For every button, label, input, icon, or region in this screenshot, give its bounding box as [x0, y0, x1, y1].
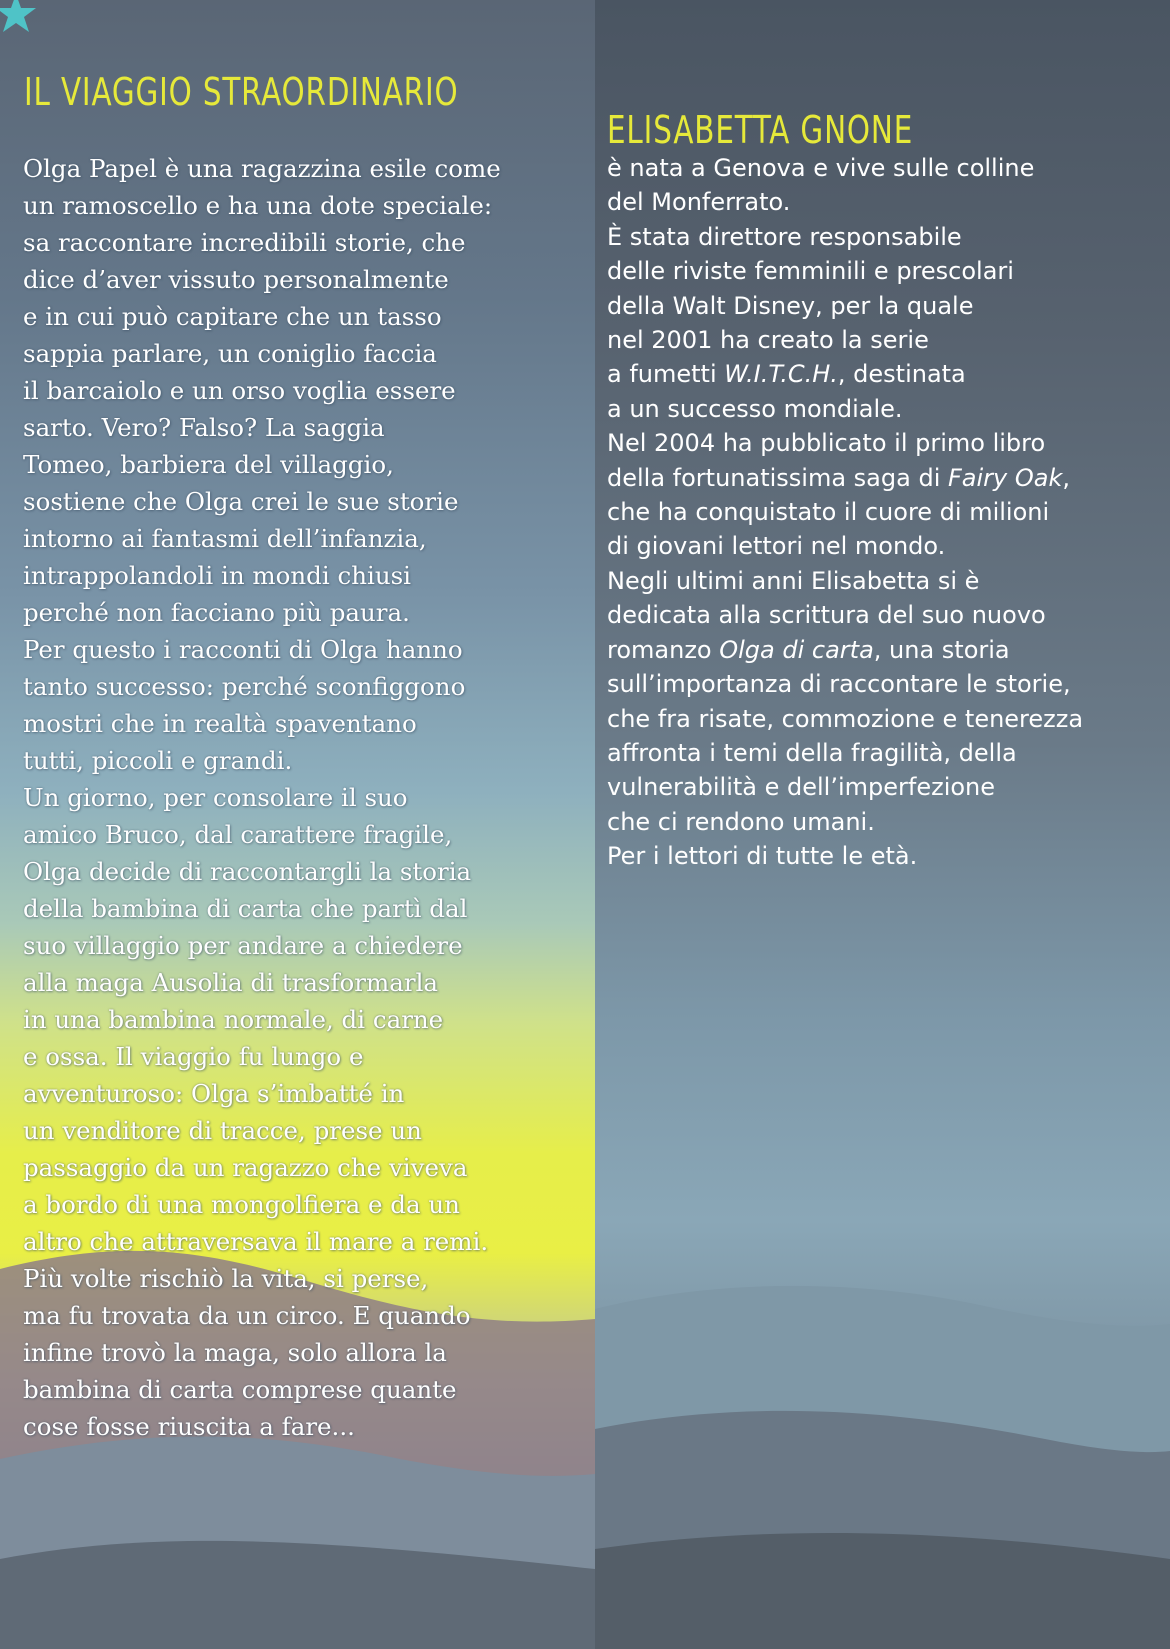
- blurb-line: ma fu trovata da un circo. E quando: [23, 1301, 471, 1330]
- blurb-line: Olga decide di raccontargli la storia: [23, 857, 472, 886]
- bio-text: romanzo: [607, 635, 720, 664]
- blurb-line: della bambina di carta che partì dal: [23, 894, 468, 923]
- bio-line: che fra risate, commozione e tenerezza: [607, 704, 1084, 733]
- bio-text: , una storia: [873, 635, 1010, 664]
- blurb-line: intorno ai fantasmi dell’infanzia,: [23, 524, 427, 553]
- blurb-line: in una bambina normale, di carne: [23, 1005, 444, 1034]
- bio-line: Per i lettori di tutte le età.: [607, 842, 918, 871]
- blurb-line: tanto successo: perché sconfiggono: [23, 672, 466, 701]
- blurb-line: perché non facciano più paura.: [23, 598, 410, 627]
- star-icon: [0, 0, 38, 36]
- blurb-line: Per questo i racconti di Olga hanno: [23, 635, 463, 664]
- bio-line: Nel 2004 ha pubblicato il primo libro: [607, 429, 1046, 458]
- bio-text: , destinata: [837, 360, 966, 389]
- blurb-line: il barcaiolo e un orso voglia essere: [23, 376, 456, 405]
- blurb-line: tutti, piccoli e grandi.: [23, 746, 293, 775]
- bio-line: delle riviste femminili e prescolari: [607, 257, 1014, 286]
- book-title-fairy-oak: Fairy Oak: [948, 463, 1063, 492]
- bio-line: [607, 633, 1167, 667]
- bio-text: a fumetti: [607, 360, 725, 389]
- bio-line: che ci rendono umani.: [607, 807, 875, 836]
- bio-line: è nata a Genova e vive sulle colline: [607, 154, 1035, 182]
- blurb-line: amico Bruco, dal carattere fragile,: [23, 820, 453, 849]
- blurb-line: e ossa. Il viaggio fu lungo e: [23, 1042, 364, 1071]
- book-title-heading: IL VIAGGIO STRAORDINARIO: [24, 70, 459, 114]
- blurb-line: sappia parlare, un coniglio faccia: [23, 339, 437, 368]
- bio-line: sull’importanza di raccontare le storie,: [607, 670, 1071, 699]
- blurb-line: bambina di carta comprese quante: [23, 1375, 457, 1404]
- blurb-line: infine trovò la maga, solo allora la: [23, 1338, 447, 1367]
- blurb-line: alla maga Ausolia di trasformarla: [23, 968, 439, 997]
- blurb-line: dice d’aver vissuto personalmente: [23, 265, 449, 294]
- blurb-line: passaggio da un ragazzo che viveva: [23, 1153, 468, 1182]
- blurb-line: un venditore di tracce, prese un: [23, 1116, 422, 1145]
- bio-line: nel 2001 ha creato la serie: [607, 326, 929, 355]
- bio-line: che ha conquistato il cuore di milioni: [607, 498, 1050, 527]
- bio-line: [607, 461, 1167, 495]
- author-bio: [607, 151, 1167, 874]
- blurb-line: sarto. Vero? Falso? La saggia: [23, 413, 385, 442]
- blurb-line: Tomeo, barbiera del villaggio,: [23, 450, 394, 479]
- blurb-line: sostiene che Olga crei le sue storie: [23, 487, 459, 516]
- right-hills-illustration: [595, 1129, 1170, 1649]
- blurb-line: sa raccontare incredibili storie, che: [23, 228, 466, 257]
- blurb-line: avventuroso: Olga s’imbatté in: [23, 1079, 405, 1108]
- blurb-line: un ramoscello e ha una dote speciale:: [23, 191, 493, 220]
- bio-line: Negli ultimi anni Elisabetta si è: [607, 566, 980, 595]
- bio-line: di giovani lettori nel mondo.: [607, 532, 946, 561]
- bio-text: della fortunatissima saga di: [607, 463, 948, 492]
- bio-line: a un successo mondiale.: [607, 394, 903, 423]
- blurb-line: Olga Papel è una ragazzina esile come: [23, 154, 501, 183]
- bio-line: dedicata alla scrittura del suo nuovo: [607, 601, 1046, 630]
- blurb-line: intrappolandoli in mondi chiusi: [23, 561, 412, 590]
- bio-line: affronta i temi della fragilità, della: [607, 738, 1017, 767]
- bio-line: [607, 357, 1167, 391]
- blurb-line: altro che attraversava il mare a remi.: [23, 1227, 489, 1256]
- book-title-olga-di-carta: Olga di carta: [719, 635, 874, 664]
- blurb-line: Più volte rischiò la vita, si perse,: [23, 1264, 429, 1293]
- bio-line: vulnerabilità e dell’imperfezione: [607, 773, 996, 802]
- bio-text: ,: [1062, 463, 1071, 492]
- blurb-line: suo villaggio per andare a chiedere: [23, 931, 463, 960]
- blurb-line: cose fosse riuscita a fare...: [23, 1412, 355, 1441]
- bio-line: della Walt Disney, per la quale: [607, 291, 974, 320]
- author-name-heading: ELISABETTA GNONE: [607, 108, 914, 152]
- blurb-line: a bordo di una mongolfiera e da un: [23, 1190, 460, 1219]
- blurb-line: Un giorno, per consolare il suo: [23, 783, 408, 812]
- bio-line: del Monferrato.: [607, 188, 791, 217]
- blurb-line: e in cui può capitare che un tasso: [23, 302, 442, 331]
- bio-line: È stata direttore responsabile: [607, 222, 962, 251]
- book-blurb: [23, 150, 593, 1445]
- series-title-witch: W.I.T.C.H.: [724, 360, 838, 389]
- blurb-line: mostri che in realtà spaventano: [23, 709, 417, 738]
